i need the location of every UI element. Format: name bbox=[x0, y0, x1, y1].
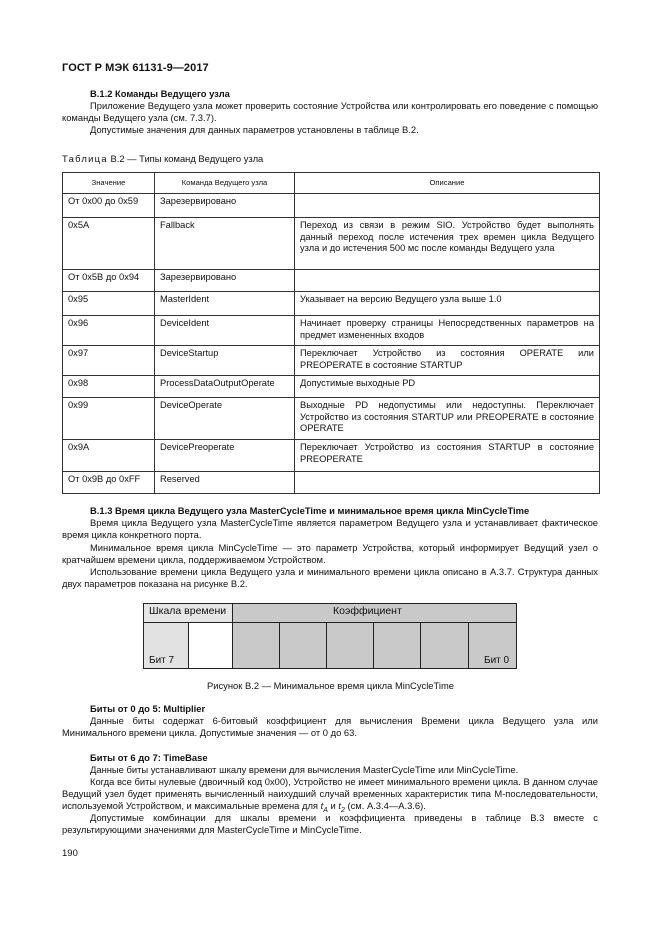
table-cell: 0x5A bbox=[63, 218, 155, 270]
section-heading-b13: В.1.3 Время цикла Ведущего узла MasterCycleTime и минимальное время цикла MinCycleTime bbox=[90, 505, 530, 516]
text-run: Когда все биты нулевые (двоичный код 0x00), Устройство не имеет минимального времени цикла. В данном случае Ведущий узел будет применять вычисленный наихудший случай временных характеристик типа М-последовательности, используемой Устройством, и максимальные времена для bbox=[62, 776, 598, 811]
paragraph bbox=[62, 776, 598, 816]
table-cell: Переключает Устройство из состояния STARTUP в состояние PREOPERATE bbox=[295, 440, 600, 472]
paragraph: Использование времени цикла Ведущего узла и минимального времени цикла описано в А.3.7. Структура данных двух параметров показана на рисунке В.2. bbox=[62, 566, 598, 589]
bit-cell-4 bbox=[279, 622, 327, 669]
bit-cell-1 bbox=[420, 622, 469, 669]
table-row bbox=[63, 376, 600, 398]
table-cell: ProcessDataOutputOperate bbox=[155, 376, 295, 398]
table-cell: 0x97 bbox=[63, 346, 155, 376]
table-row bbox=[63, 292, 600, 316]
table-cell: Указывает на версию Ведущего узла выше 1.0 bbox=[295, 292, 600, 316]
bit-cell-5 bbox=[232, 622, 280, 669]
table-cell: Зарезервировано bbox=[155, 270, 295, 292]
paragraph: Приложение Ведущего узла может проверить состояние Устройства или контролировать его поведение с помощью команды Ведущего узла (см. 7.3.7). bbox=[62, 100, 598, 123]
table-cell: DeviceOperate bbox=[155, 398, 295, 440]
table-row bbox=[63, 346, 600, 376]
bit-0-label: Бит 0 bbox=[484, 655, 510, 666]
subheading-timebase: Биты от 6 до 7: TimeBase bbox=[90, 752, 208, 763]
table-cell: Выходные PD недопустимы или недоступны. Переключает Устройство из состояния STARTUP или PREOPERATE в состояние OPERATE bbox=[295, 398, 600, 440]
table-cell: 0x99 bbox=[63, 398, 155, 440]
page-number: 190 bbox=[62, 848, 78, 859]
text-run: и bbox=[327, 799, 339, 811]
table-cell: Зарезервировано bbox=[155, 194, 295, 218]
master-commands-table bbox=[62, 172, 600, 494]
table-cell: Reserved bbox=[155, 472, 295, 494]
table-cell: 0x98 bbox=[63, 376, 155, 398]
multiplier-label: Коэффициент bbox=[333, 605, 402, 617]
table-cell: Переключает Устройство из состояния OPERATE или PREOPERATE в состояние STARTUP bbox=[295, 346, 600, 376]
table-caption-prefix: Таблица bbox=[62, 153, 108, 164]
figure-caption: Рисунок В.2 — Минимальное время цикла MinCycleTime bbox=[207, 680, 454, 691]
table-cell: От 0x00 до 0x59 bbox=[63, 194, 155, 218]
paragraph: Данные биты устанавливают шкалу времени для вычисления MasterCycleTime или MinCycleTime. bbox=[90, 764, 519, 775]
subscript: A bbox=[323, 806, 328, 814]
table-header-row bbox=[63, 173, 600, 194]
bit-cell-6 bbox=[188, 622, 233, 669]
table-cell: 0x9A bbox=[63, 440, 155, 472]
symbol-t: t bbox=[338, 799, 341, 811]
table-cell: 0x96 bbox=[63, 316, 155, 346]
table-row bbox=[63, 218, 600, 270]
table-cell bbox=[295, 472, 600, 494]
bit-cell-2 bbox=[373, 622, 421, 669]
subscript: 2 bbox=[340, 806, 345, 814]
symbol-t: t bbox=[320, 799, 324, 811]
table-caption-text: В.2 — Типы команд Ведущего узла bbox=[110, 153, 264, 164]
paragraph: Минимальное время цикла MinCycleTime — это параметр Устройства, который информирует Ведущий узел о кратчайшем времени цикла, поддерживаемом Устройством. bbox=[62, 542, 598, 565]
document-header: ГОСТ Р МЭК 61131-9—2017 bbox=[62, 62, 209, 74]
table-cell: MasterIdent bbox=[155, 292, 295, 316]
column-header: Значение bbox=[63, 173, 155, 194]
table-cell bbox=[295, 194, 600, 218]
table-cell bbox=[295, 270, 600, 292]
table-caption bbox=[62, 153, 263, 165]
table-cell: DeviceIdent bbox=[155, 316, 295, 346]
table-cell: От 0x9B до 0xFF bbox=[63, 472, 155, 494]
table-row bbox=[63, 316, 600, 346]
table-cell: От 0x5B до 0x94 bbox=[63, 270, 155, 292]
paragraph: Допустимые значения для данных параметров установлены в таблице В.2. bbox=[90, 124, 419, 135]
column-header: Описание bbox=[295, 173, 600, 194]
table-cell: Fallback bbox=[155, 218, 295, 270]
table-cell: Переход из связи в режим SIO. Устройство будет выполнять данный переход после истечения трех времен цикла Ведущего узла и до истечения 500 мс после команды Ведущего узла bbox=[295, 218, 600, 270]
table-row bbox=[63, 398, 600, 440]
timebase-label: Шкала времени bbox=[149, 605, 227, 617]
bit-7-label: Бит 7 bbox=[149, 655, 175, 666]
paragraph: Допустимые комбинации для шкалы времени и коэффициента приведены в таблице В.3 вместе с результирующими значениями для MasterCycleTime и MinCycleTime. bbox=[62, 812, 598, 835]
paragraph: Время цикла Ведущего узла MasterCycleTime является параметром Ведущего узла и устанавливает фактическое время цикла конкретного порта. bbox=[62, 517, 598, 540]
column-header: Команда Ведущего узла bbox=[155, 173, 295, 194]
text-run: (см. А.3.4—А.3.6). bbox=[344, 799, 426, 811]
table-cell: 0x95 bbox=[63, 292, 155, 316]
table-row bbox=[63, 194, 600, 218]
table-cell: Начинает проверку страницы Непосредственных параметров на предмет измененных входов bbox=[295, 316, 600, 346]
subheading-multiplier: Биты от 0 до 5: Multiplier bbox=[90, 703, 206, 714]
table-cell: DeviceStartup bbox=[155, 346, 295, 376]
table-cell: DevicePreoperate bbox=[155, 440, 295, 472]
table-row bbox=[63, 472, 600, 494]
table-cell: Допустимые выходные PD bbox=[295, 376, 600, 398]
bit-cell-3 bbox=[326, 622, 374, 669]
cycle-time-bit-diagram bbox=[143, 603, 517, 669]
symbol-ta bbox=[320, 799, 328, 814]
table-row bbox=[63, 440, 600, 472]
section-heading-b12: В.1.2 Команды Ведущего узла bbox=[90, 88, 230, 99]
table-row bbox=[63, 270, 600, 292]
paragraph: Данные биты содержат 6-битовый коэффициент для вычисления Времени цикла Ведущего узла или Минимального времени цикла. Допустимые значения — от 0 до 63. bbox=[62, 715, 598, 738]
